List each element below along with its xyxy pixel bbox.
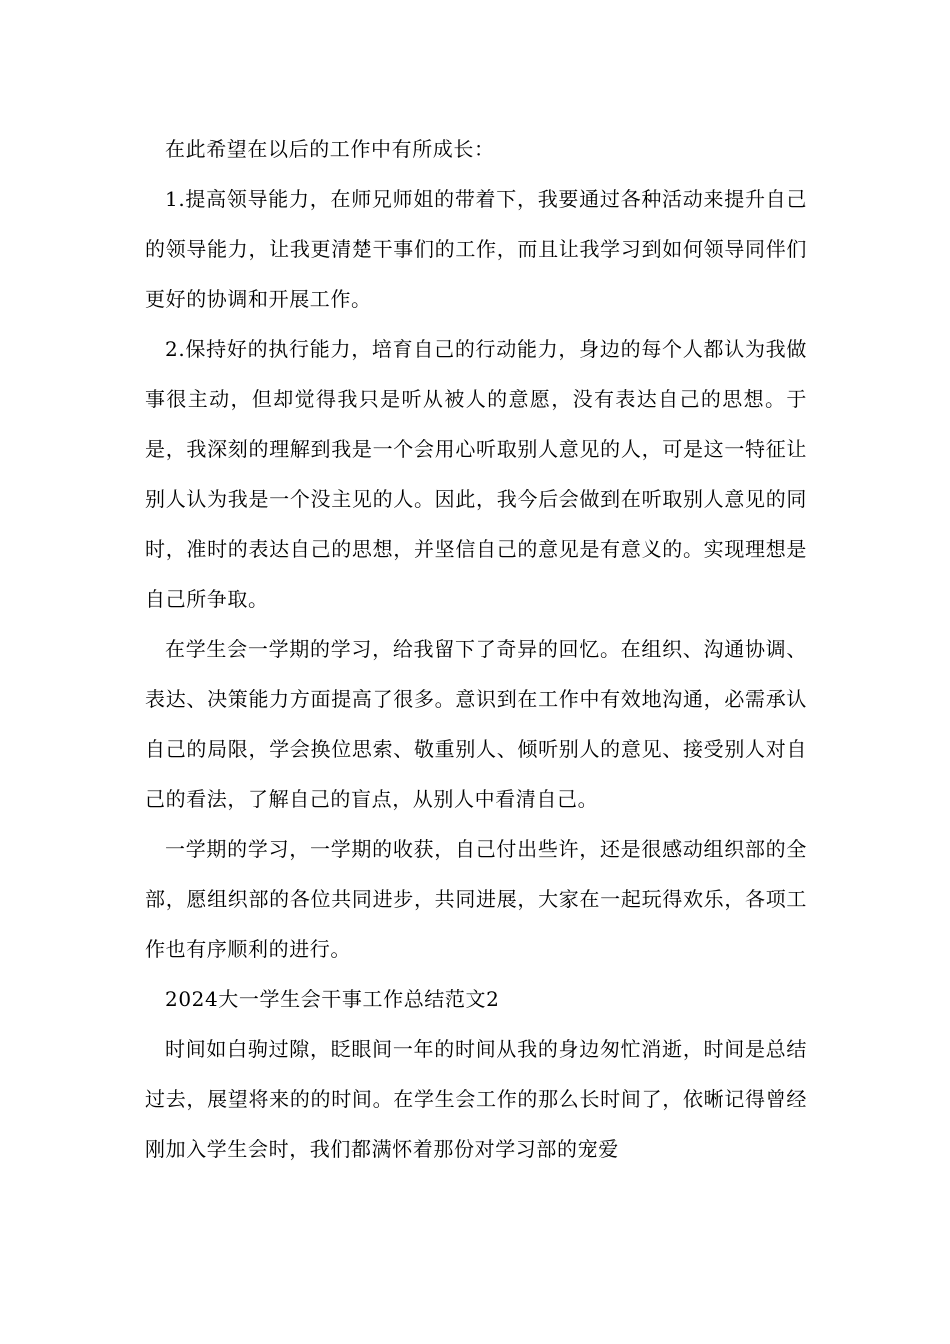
- paragraph-section-2-start: 时间如白驹过隙，眨眼间一年的时间从我的身边匆忙消逝，时间是总结过去，展望将来的的时间。在学生会工作的那么长时间了，依晰记得曾经刚加入学生会时，我们都满怀着那份对学习部的宠爱: [145, 1037, 807, 1161]
- section-heading: 2024大一学生会干事工作总结范文2: [165, 987, 500, 1011]
- document-body: [145, 124, 807, 1174]
- paragraph-item-1: 1.提高领导能力，在师兄师姐的带着下，我要通过各种活动来提升自己的领导能力，让我更清楚干事们的工作，而且让我学习到如何领导同伴们更好的协调和开展工作。: [145, 187, 807, 311]
- paragraph-item-2: 2.保持好的执行能力，培育自己的行动能力，身边的每个人都认为我做事很主动，但却觉得我只是听从被人的意愿，没有表达自己的思想。于是，我深刻的理解到我是一个会用心听取别人意见的人，可是这一特征让别人认为我是一个没主见的人。因此，我今后会做到在听取别人意见的同时，准时的表达自己的思想，并坚信自己的意见是有意义的。实现理想是自己所争取。: [145, 337, 807, 611]
- paragraph-conclusion: 一学期的学习，一学期的收获，自己付出些许，还是很感动组织部的全部，愿组织部的各位共同进步，共同进展，大家在一起玩得欢乐，各项工作也有序顺利的进行。: [145, 837, 807, 961]
- paragraph-intro: 在此希望在以后的工作中有所成长：: [165, 137, 495, 161]
- paragraph-reflection: 在学生会一学期的学习，给我留下了奇异的回忆。在组织、沟通协调、表达、决策能力方面提高了很多。意识到在工作中有效地沟通，必需承认自己的局限，学会换位思索、敬重别人、倾听别人的意见、接受别人对自己的看法，了解自己的盲点，从别人中看清自己。: [145, 637, 807, 811]
